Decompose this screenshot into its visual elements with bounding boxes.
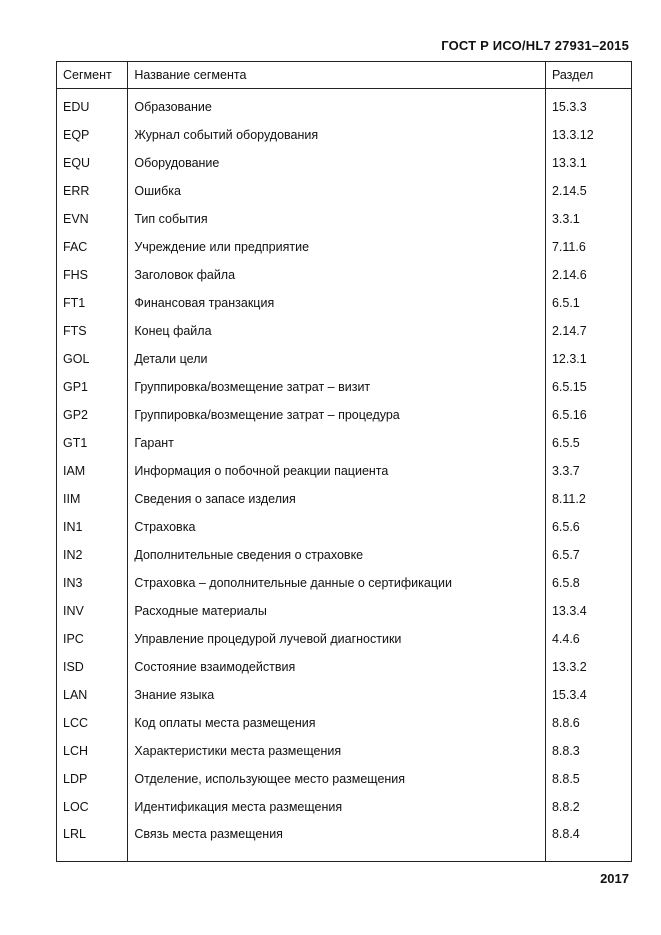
segment-code-cell: LDP [57, 765, 128, 793]
segment-name-cell: Конец файла [128, 317, 546, 345]
segment-name-cell: Финансовая транзакция [128, 289, 546, 317]
table-row [57, 233, 632, 261]
page-number: 2017 [600, 871, 629, 886]
segment-name-cell: Информация о побочной реакции пациента [128, 457, 546, 485]
table-row [57, 429, 632, 457]
section-number-cell: 2.14.7 [545, 317, 631, 345]
table-header-row [57, 62, 632, 89]
table-row [57, 541, 632, 569]
section-number-cell: 15.3.4 [545, 681, 631, 709]
section-number-cell: 8.8.2 [545, 793, 631, 821]
segment-code-cell: EQU [57, 149, 128, 177]
segment-name-cell: Учреждение или предприятие [128, 233, 546, 261]
table-row [57, 821, 632, 862]
table-row [57, 765, 632, 793]
section-number-cell: 6.5.1 [545, 289, 631, 317]
segment-code-cell: FAC [57, 233, 128, 261]
segment-name-cell: Образование [128, 89, 546, 122]
segment-name-cell: Детали цели [128, 345, 546, 373]
segment-code-cell: GP2 [57, 401, 128, 429]
table-row [57, 177, 632, 205]
segment-name-cell: Оборудование [128, 149, 546, 177]
table-row [57, 681, 632, 709]
segment-code-cell: FTS [57, 317, 128, 345]
column-header-segment: Сегмент [57, 62, 128, 89]
table-row [57, 569, 632, 597]
table-row [57, 373, 632, 401]
table-row [57, 457, 632, 485]
section-number-cell: 8.8.3 [545, 737, 631, 765]
segment-name-cell: Расходные материалы [128, 597, 546, 625]
segment-code-cell: IAM [57, 457, 128, 485]
segment-name-cell: Страховка [128, 513, 546, 541]
segment-name-cell: Тип события [128, 205, 546, 233]
segment-code-cell: FHS [57, 261, 128, 289]
table-row [57, 793, 632, 821]
table-row [57, 653, 632, 681]
segment-code-cell: GP1 [57, 373, 128, 401]
segment-code-cell: ERR [57, 177, 128, 205]
section-number-cell: 13.3.1 [545, 149, 631, 177]
section-number-cell: 3.3.7 [545, 457, 631, 485]
segment-code-cell: EDU [57, 89, 128, 122]
segment-name-cell: Группировка/возмещение затрат – визит [128, 373, 546, 401]
segment-code-cell: LAN [57, 681, 128, 709]
table-row [57, 737, 632, 765]
section-number-cell: 13.3.4 [545, 597, 631, 625]
section-number-cell: 6.5.7 [545, 541, 631, 569]
table-row [57, 345, 632, 373]
segment-name-cell: Журнал событий оборудования [128, 121, 546, 149]
table-row [57, 289, 632, 317]
segment-name-cell: Идентификация места размещения [128, 793, 546, 821]
section-number-cell: 6.5.8 [545, 569, 631, 597]
section-number-cell: 13.3.12 [545, 121, 631, 149]
section-number-cell: 6.5.15 [545, 373, 631, 401]
table-row [57, 261, 632, 289]
section-number-cell: 13.3.2 [545, 653, 631, 681]
segment-name-cell: Сведения о запасе изделия [128, 485, 546, 513]
segment-code-cell: IIM [57, 485, 128, 513]
section-number-cell: 15.3.3 [545, 89, 631, 122]
table-row [57, 625, 632, 653]
segment-name-cell: Ошибка [128, 177, 546, 205]
segment-name-cell: Заголовок файла [128, 261, 546, 289]
segment-code-cell: IPC [57, 625, 128, 653]
section-number-cell: 8.8.6 [545, 709, 631, 737]
section-number-cell: 3.3.1 [545, 205, 631, 233]
section-number-cell: 8.11.2 [545, 485, 631, 513]
table-row [57, 317, 632, 345]
table-row [57, 513, 632, 541]
segments-table [56, 61, 632, 862]
segment-name-cell: Знание языка [128, 681, 546, 709]
section-number-cell: 12.3.1 [545, 345, 631, 373]
segment-name-cell: Состояние взаимодействия [128, 653, 546, 681]
segment-code-cell: LCH [57, 737, 128, 765]
table-body [57, 89, 632, 862]
column-header-section: Раздел [545, 62, 631, 89]
segment-code-cell: LRL [57, 821, 128, 862]
segment-code-cell: IN3 [57, 569, 128, 597]
segment-name-cell: Управление процедурой лучевой диагностики [128, 625, 546, 653]
section-number-cell: 2.14.6 [545, 261, 631, 289]
segment-code-cell: IN1 [57, 513, 128, 541]
segment-code-cell: IN2 [57, 541, 128, 569]
segment-name-cell: Характеристики места размещения [128, 737, 546, 765]
section-number-cell: 7.11.6 [545, 233, 631, 261]
table-row [57, 149, 632, 177]
section-number-cell: 6.5.16 [545, 401, 631, 429]
section-number-cell: 6.5.5 [545, 429, 631, 457]
segment-code-cell: ISD [57, 653, 128, 681]
segment-name-cell: Код оплаты места размещения [128, 709, 546, 737]
section-number-cell: 8.8.4 [545, 821, 631, 862]
segment-code-cell: EQP [57, 121, 128, 149]
table-row [57, 89, 632, 122]
table-row [57, 121, 632, 149]
segment-name-cell: Страховка – дополнительные данные о сертификации [128, 569, 546, 597]
segment-name-cell: Группировка/возмещение затрат – процедура [128, 401, 546, 429]
segment-code-cell: GOL [57, 345, 128, 373]
table-row [57, 709, 632, 737]
segment-code-cell: EVN [57, 205, 128, 233]
segment-code-cell: GT1 [57, 429, 128, 457]
segment-code-cell: INV [57, 597, 128, 625]
document-standard-header: ГОСТ Р ИСО/HL7 27931–2015 [441, 38, 629, 53]
segment-code-cell: LCC [57, 709, 128, 737]
table-row [57, 401, 632, 429]
segment-code-cell: FT1 [57, 289, 128, 317]
table-row [57, 597, 632, 625]
segment-name-cell: Гарант [128, 429, 546, 457]
segment-code-cell: LOC [57, 793, 128, 821]
section-number-cell: 2.14.5 [545, 177, 631, 205]
section-number-cell: 6.5.6 [545, 513, 631, 541]
section-number-cell: 4.4.6 [545, 625, 631, 653]
column-header-segment-name: Название сегмента [128, 62, 546, 89]
segment-name-cell: Отделение, использующее место размещения [128, 765, 546, 793]
segment-name-cell: Дополнительные сведения о страховке [128, 541, 546, 569]
segment-name-cell: Связь места размещения [128, 821, 546, 862]
section-number-cell: 8.8.5 [545, 765, 631, 793]
table-row [57, 205, 632, 233]
table-row [57, 485, 632, 513]
